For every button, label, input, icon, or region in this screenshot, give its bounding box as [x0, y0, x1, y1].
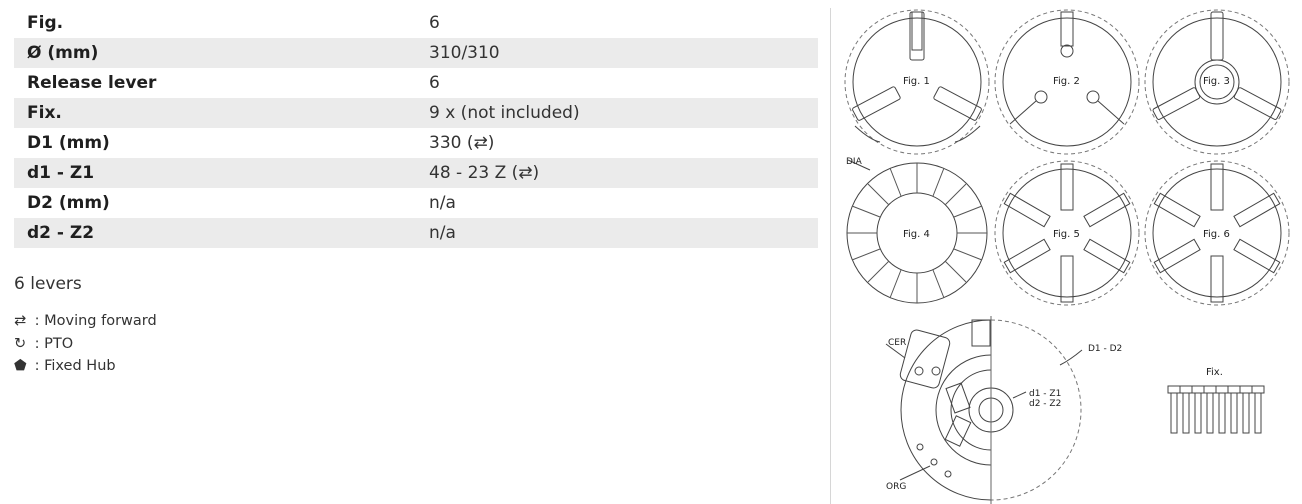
spec-label: d1 - Z1 — [14, 158, 429, 188]
d2-z2-label: d2 - Z2 — [1029, 399, 1062, 409]
spec-label: d2 - Z2 — [14, 218, 429, 248]
fig-2-diagram — [995, 10, 1139, 154]
clutch-disc-section — [886, 316, 1122, 504]
spec-table — [14, 8, 818, 248]
clutch-diagram — [836, 6, 1296, 504]
legend-item-fixed-hub — [14, 355, 157, 378]
spec-panel — [14, 8, 818, 248]
spec-label: D2 (mm) — [27, 193, 110, 213]
spec-value: 310/310 — [429, 38, 818, 68]
legend-text: : PTO — [34, 335, 74, 352]
fig-5-diagram — [995, 161, 1139, 305]
levers-summary: 6 levers — [14, 274, 82, 294]
table-row — [14, 98, 818, 128]
fig-4-label: Fig. 4 — [903, 229, 930, 240]
fixing-bolts — [1168, 367, 1264, 433]
fix-label: Fix. — [1206, 367, 1223, 378]
dia-label: DIA — [846, 157, 862, 167]
symbol-legend — [14, 310, 157, 378]
table-row — [14, 8, 818, 38]
legend-item-moving-forward — [14, 310, 157, 333]
legend-text: : Fixed Hub — [34, 358, 116, 374]
cer-label: CER — [888, 338, 907, 348]
moving-forward-icon: ⇄ — [14, 313, 27, 329]
spec-label: Release lever — [27, 73, 157, 93]
panel-divider — [830, 8, 831, 504]
legend-item-pto — [14, 333, 157, 356]
fig-1-label: Fig. 1 — [903, 76, 930, 87]
spec-value: n/a — [429, 218, 818, 248]
spec-label: Ø (mm) — [14, 38, 429, 68]
org-label: ORG — [886, 482, 907, 492]
spec-value: 6 — [429, 73, 440, 93]
spec-label: D1 (mm) — [27, 133, 110, 153]
fig-6-diagram — [1145, 161, 1289, 305]
fig-6-label: Fig. 6 — [1203, 229, 1230, 240]
spec-label: Fix. — [14, 98, 429, 128]
spec-value: 6 — [429, 13, 440, 33]
fig-3-diagram — [1145, 10, 1289, 154]
spec-value: 330 (⇄) — [429, 133, 495, 153]
legend-text: : Moving forward — [34, 313, 157, 329]
spec-value: n/a — [429, 193, 456, 213]
fig-4-diagram — [846, 157, 987, 303]
fig-2-label: Fig. 2 — [1053, 76, 1080, 87]
d1-d2-label: D1 - D2 — [1088, 344, 1123, 354]
fig-1-diagram — [845, 10, 989, 154]
d1-z1-label: d1 - Z1 — [1029, 389, 1062, 399]
table-row — [14, 38, 818, 68]
spec-value: 48 - 23 Z (⇄) — [429, 158, 818, 188]
table-row — [14, 128, 818, 158]
table-row — [14, 68, 818, 98]
pto-icon: ↻ — [14, 335, 27, 352]
table-row — [14, 218, 818, 248]
fixed-hub-icon: ⬟ — [14, 358, 27, 374]
table-row — [14, 158, 818, 188]
table-row — [14, 188, 818, 218]
fig-3-label: Fig. 3 — [1203, 76, 1230, 87]
spec-value: 9 x (not included) — [429, 98, 818, 128]
spec-label: Fig. — [27, 13, 64, 33]
fig-5-label: Fig. 5 — [1053, 229, 1080, 240]
